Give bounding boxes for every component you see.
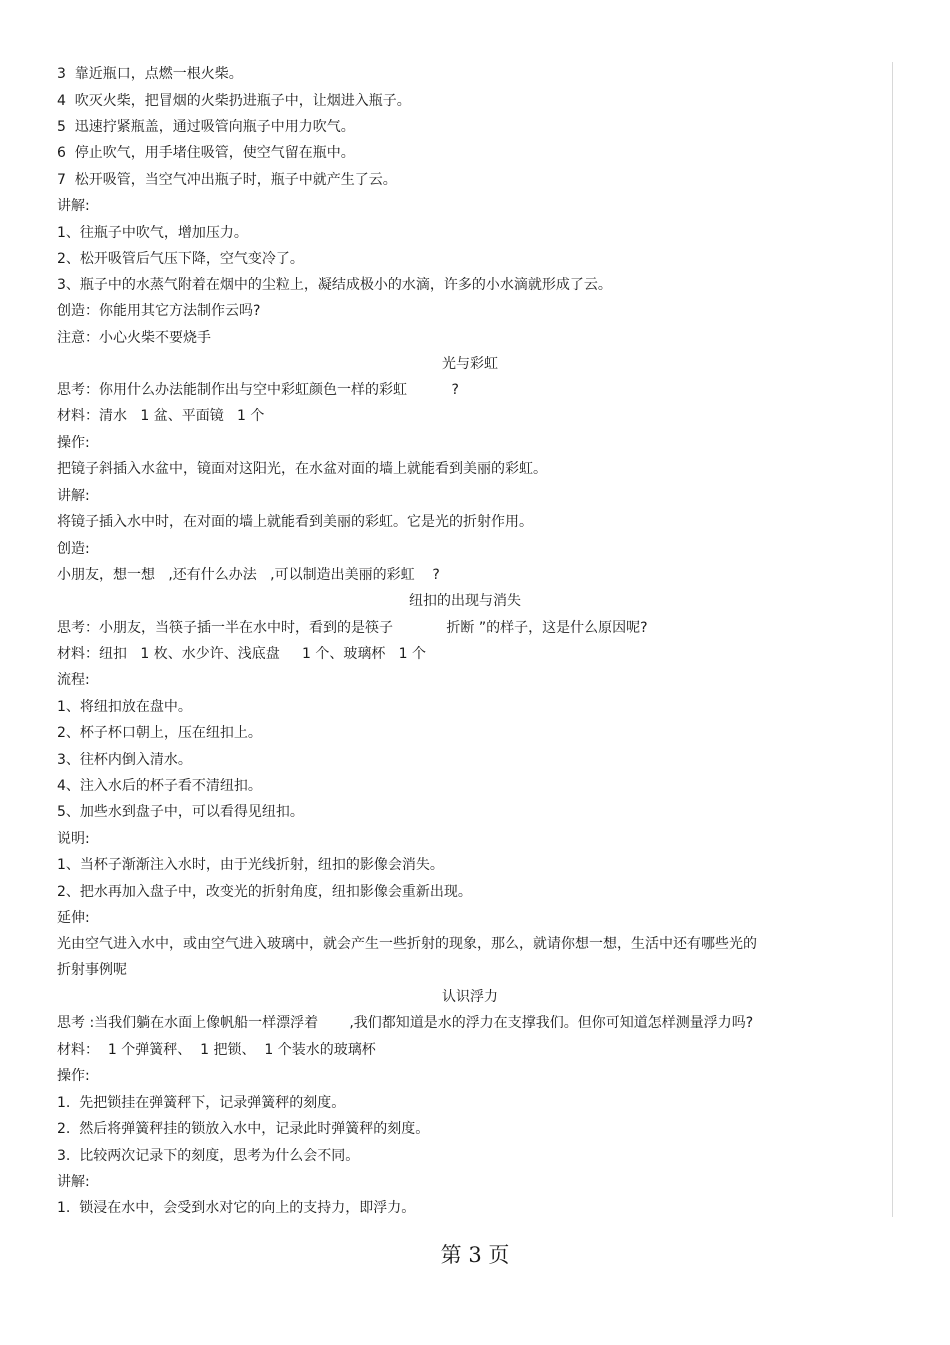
text-line: 小朋友，想一想 ,还有什么办法 ,可以制造出美丽的彩虹 ? <box>57 567 440 583</box>
text-line: 1. 锁浸在水中，会受到水对它的向上的支持力，即浮力。 <box>57 1200 416 1216</box>
text-line: 2、把水再加入盘子中，改变光的折射角度，纽扣影像会重新出现。 <box>57 884 472 900</box>
text-line: 6 停止吹气，用手堵住吸管，使空气留在瓶中。 <box>57 145 355 161</box>
section-label: 操作: <box>57 435 90 451</box>
section-heading: 纽扣的出现与消失 <box>409 593 521 609</box>
text-line: 1、将纽扣放在盘中。 <box>57 699 192 715</box>
text-line: 思考：小朋友，当筷子插一半在水中时，看到的是筷子 折断 ”的样子，这是什么原因呢? <box>57 620 648 636</box>
text-line: 2、松开吸管后气压下降，空气变冷了。 <box>57 251 304 267</box>
text-line: 4 吹灭火柴，把冒烟的火柴扔进瓶子中，让烟进入瓶子。 <box>57 93 411 109</box>
section-heading: 光与彩虹 <box>442 356 498 372</box>
section-label: 流程: <box>57 672 90 688</box>
text-line: 3、往杯内倒入清水。 <box>57 752 192 768</box>
section-heading: 认识浮力 <box>442 989 498 1005</box>
section-label: 创造: <box>57 541 90 557</box>
section-label: 说明: <box>57 831 90 847</box>
text-line: 7 松开吸管，当空气冲出瓶子时，瓶子中就产生了云。 <box>57 172 397 188</box>
text-line: 1. 先把锁挂在弹簧秤下，记录弹簧秤的刻度。 <box>57 1095 346 1111</box>
text-line: 4、注入水后的杯子看不清纽扣。 <box>57 778 262 794</box>
text-line: 5 迅速拧紧瓶盖，通过吸管向瓶子中用力吹气。 <box>57 119 355 135</box>
text-line: 材料： 1 个弹簧秤、 1 把锁、 1 个装水的玻璃杯 <box>57 1042 376 1058</box>
page-number: 第 3 页 <box>440 1243 510 1267</box>
text-line: 材料：清水 1 盆、平面镜 1 个 <box>57 408 265 424</box>
text-line: 1、往瓶子中吹气，增加压力。 <box>57 225 248 241</box>
section-label: 讲解: <box>57 1174 90 1190</box>
text-line: 2. 然后将弹簧秤挂的锁放入水中，记录此时弹簧秤的刻度。 <box>57 1121 430 1137</box>
text-line: 将镜子插入水中时，在对面的墙上就能看到美丽的彩虹。它是光的折射作用。 <box>57 514 533 530</box>
section-label: 延伸: <box>57 910 90 926</box>
text-line: 2、杯子杯口朝上，压在纽扣上。 <box>57 725 262 741</box>
section-label: 操作: <box>57 1068 90 1084</box>
text-line: 创造：你能用其它方法制作云吗? <box>57 303 261 319</box>
text-line: 折射事例呢 <box>57 962 127 978</box>
section-label: 讲解: <box>57 488 90 504</box>
text-line: 材料：纽扣 1 枚、水少许、浅底盘 1 个、玻璃杯 1 个 <box>57 646 427 662</box>
text-line: 3、瓶子中的水蒸气附着在烟中的尘粒上，凝结成极小的水滴，许多的小水滴就形成了云。 <box>57 277 612 293</box>
text-line: 思考 :当我们躺在水面上像帆船一样漂浮着 ,我们都知道是水的浮力在支撑我们。但你可知道怎样测量浮力吗? <box>57 1015 754 1031</box>
text-line: 3. 比较两次记录下的刻度，思考为什么会不同。 <box>57 1148 360 1164</box>
text-line: 光由空气进入水中，或由空气进入玻璃中，就会产生一些折射的现象，那么，就请你想一想，生活中还有哪些光的 <box>57 936 757 952</box>
text-line: 5、加些水到盘子中，可以看得见纽扣。 <box>57 804 304 820</box>
page-edge-rule <box>892 62 893 1217</box>
text-line: 把镜子斜插入水盆中，镜面对这阳光，在水盆对面的墙上就能看到美丽的彩虹。 <box>57 461 547 477</box>
text-line: 思考：你用什么办法能制作出与空中彩虹颜色一样的彩虹 ? <box>57 382 459 398</box>
text-line: 3 靠近瓶口，点燃一根火柴。 <box>57 66 243 82</box>
text-line: 1、当杯子渐渐注入水时，由于光线折射，纽扣的影像会消失。 <box>57 857 444 873</box>
text-line: 注意：小心火柴不要烧手 <box>57 330 211 346</box>
section-label: 讲解: <box>57 198 90 214</box>
